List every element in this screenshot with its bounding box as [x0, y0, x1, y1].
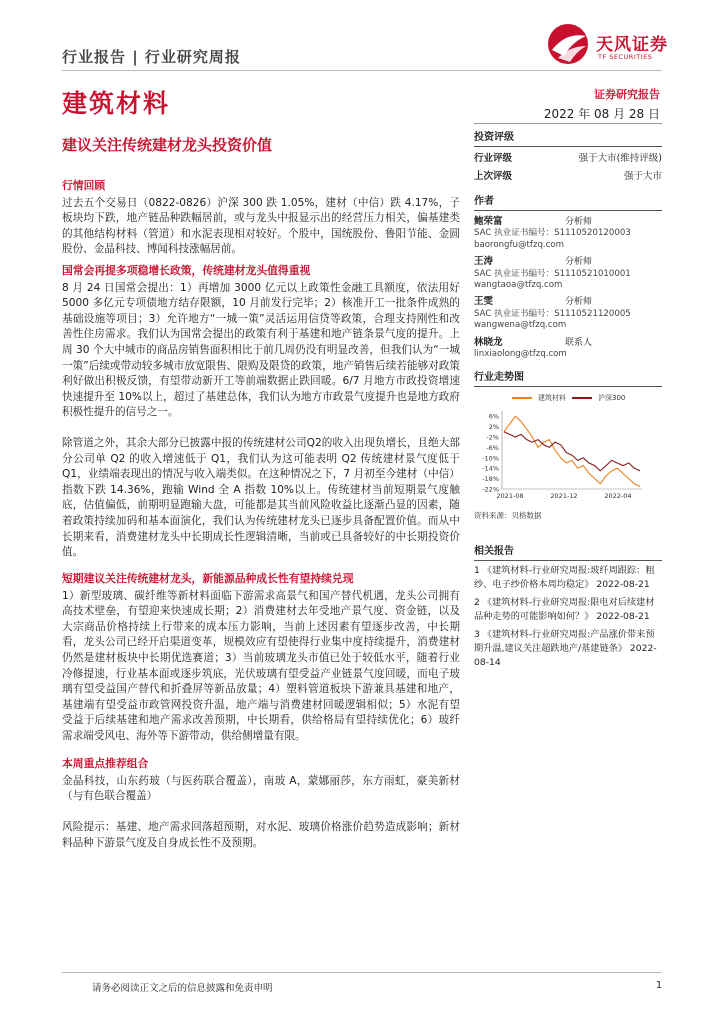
related-report[interactable]: 1 《建筑材料-行业研究周报:玻纤周跟踪：粗纱、电子纱价格本周均稳定》 2022-08-21	[474, 565, 655, 591]
related-report[interactable]: 2 《建筑材料-行业研究周报:限电对后续建材品种走势的可能影响如何？》 2022-08-21	[474, 596, 655, 623]
author-entry	[474, 296, 662, 331]
author-name: 鲍荣富	[474, 216, 503, 227]
author-email[interactable]: wangtaoa@tfzq.com	[474, 280, 563, 291]
author-entry	[474, 256, 662, 291]
rating-key: 上次评级	[474, 171, 513, 182]
related-report[interactable]: 3 《建筑材料-行业研究周报:产品涨价带来预期升温,建议关注超跌地产/基建链条》 2022-08-14	[474, 628, 657, 669]
date-divider	[474, 123, 662, 124]
company-logo	[542, 20, 668, 72]
page-number: 1	[655, 980, 662, 991]
legend-swatch	[512, 397, 532, 399]
section-text: 1）新型玻璃、碳纤维等新材料面临下游需求高景气和国产替代机遇，龙头公司拥有高技术壁垒，有望迎来快速成长期；2）消费建材去年受地产景气度、资金链，以及大宗商品价格持续上行带来的成本压力影响，当前上述因素有望逐步改善，中长期看，龙头公司已经开启渠道变革，规模效应有望使得行业集中度持续提升，消费建材仍然是建材板块中长期优选赛道；3）当前玻璃龙头市值已处于较低水平，随着行业冷修提速，行业基本面或逐步筑底，光伏玻璃有望受益产业链景气度回暖，而电子玻璃有望受益国产替代和折叠屏等新品放量；4）塑料管道板块下游兼具基建和地产，基建端有望受益市政管网投资升温，地产端与消费建材回暖逻辑相似；5）水泥有望受益于后续基建和地产需求改善预期，中长期看，供给格局有望持续优化；6）玻纤需求端受风电、海外等下游带动，供给侧增量有限。	[62, 589, 460, 742]
y-tick-label: -18%	[482, 475, 499, 484]
trend-box	[474, 366, 662, 521]
author-name: 林晓龙	[474, 336, 503, 348]
authors-heading: 作者	[474, 190, 662, 211]
rating-box	[474, 126, 662, 183]
x-tick-label: 2021-08	[496, 492, 524, 500]
author-cert: SAC 执业证书编号：S1110520120003	[474, 228, 631, 239]
author-cert: SAC 执业证书编号：S1110521120005	[474, 308, 631, 319]
logo-emblem-icon	[542, 20, 592, 70]
author-name: 王雯	[474, 296, 494, 308]
chart-legend	[512, 393, 662, 403]
author-email[interactable]: wangwena@tfzq.com	[474, 320, 567, 331]
rating-row	[474, 165, 662, 183]
section-heading: 本周重点推荐组合	[62, 757, 149, 770]
y-tick-label: -22%	[482, 485, 499, 494]
report-label: 证券研究报告	[594, 88, 660, 101]
rating-heading: 投资评级	[474, 126, 662, 147]
y-tick-label: -10%	[482, 454, 499, 463]
footer-divider	[62, 972, 662, 973]
y-tick-label: -6%	[486, 443, 499, 452]
y-tick-label: 6%	[488, 412, 499, 421]
rating-value: 强于大市	[623, 171, 662, 182]
trend-heading: 行业走势图	[474, 366, 662, 387]
legend-label: 建筑材料	[538, 394, 566, 402]
author-email[interactable]: linxiaolong@tfzq.com	[474, 349, 567, 360]
y-tick-label: -2%	[486, 433, 499, 442]
section-short-term	[62, 571, 460, 745]
section-text: 8 月 24 日国常会提出：1）再增加 3000 亿元以上政策性金融工具额度，依法用好 5000 多亿元专项债地方结存限额，10 月前发行完毕；2）核准开工一批条件成熟的基础设施等项目；3）允许地方“一城一策”灵活运用信贷等政策，合理支持刚性和改善性住房需求。我们认为国常会提出的政策有利于基建和地产链条景气度的提升。上周 30 个大中城市的商品房销售面积相比于前几周仍没有明显改善，但我们认为“一城一策”后续或带动较多城市放宽限售、限购及限贷的政策，地产销售后续若能够对政策利好做出积极反馈，有望带动新开工等前端数据止跌回暖。6/7 月地方市政投资增速快速提升至 10%以上，超过了基建总体，我们认为地方市政景气度提升也是地方政府积极性提升的信号之一。	[62, 281, 460, 419]
x-tick-label: 2021-12	[550, 492, 578, 500]
related-heading: 相关报告	[474, 540, 662, 561]
section-heading: 国常会再提多项稳增长政策，传统建材龙头值得重视	[62, 264, 311, 277]
related-box	[474, 540, 662, 671]
author-email[interactable]: baorongfu@tfzq.com	[474, 239, 564, 250]
section-market-review	[62, 178, 460, 258]
author-role: 分析师	[565, 297, 593, 308]
series-line-建筑材料	[504, 416, 640, 486]
section-portfolio	[62, 756, 460, 805]
company-name-en: TF SECURITIES	[598, 53, 653, 61]
author-entry	[474, 337, 662, 361]
section-text: 过去五个交易日（0822-0826）沪深 300 跌 1.05%，建材（中信）跌 4.17%，子板块均下跌，地产链品种跌幅居前，或与龙头中报显示出的经营压力相关，偏基建类的其他结构材料（管道）和水泥表现相对较好。个股中，国统股份、鲁阳节能、金圆股份、金晶科技、博闻科技涨幅居前。	[62, 196, 460, 256]
chart-source: 资料来源：贝格数据	[474, 511, 542, 520]
y-tick-label: -14%	[482, 464, 499, 473]
sector-title: 建筑材料	[62, 89, 171, 118]
legend-label: 沪深300	[598, 394, 626, 402]
section-heading: 短期建议关注传统建材龙头，新能源品种成长性有望持续兑现	[62, 572, 354, 585]
rating-key: 行业评级	[474, 153, 513, 164]
author-name: 王涛	[474, 256, 494, 268]
legend-swatch	[572, 397, 592, 399]
author-role: 分析师	[565, 217, 593, 227]
section-text: 除管道之外，其余大部分已披露中报的传统建材公司Q2的收入出现负增长，且绝大部分公司单 Q2 的收入增速低于 Q1，我们认为这可能表明 Q2 传统建材景气度低于 Q1，业绩端表现出的情况与收入端类似。在这种情况之下，7 月初至今建材（中信）指数下跌 14.36%，跑输 Wind 全 A 指数 10%以上。传统建材当前短期景气度触底，估值偏低，前期明显跑输大盘，可能都是其当前风险收益比逐渐凸显的因素，随着政策持续加码和基本面演化，我们认为传统建材龙头已逐步具备配置价值。而从中长期来看，消费建材龙头中长期成长性逻辑清晰，当前或已具备较好的中长期投资价值。	[62, 437, 460, 559]
section-risk	[62, 820, 460, 851]
x-tick-label: 2022-04	[604, 492, 632, 500]
company-name: 天风证券	[596, 35, 668, 55]
report-type: 行业报告 | 行业研究周报	[62, 48, 241, 66]
series-line-沪深300	[504, 432, 640, 471]
header-divider	[62, 70, 662, 71]
author-cert: SAC 执业证书编号：S1110521010001	[474, 268, 631, 279]
author-role: 分析师	[565, 257, 593, 268]
section-text: 金晶科技，山东药玻（与医药联合覆盖），南玻 A，蒙娜丽莎，东方雨虹，豪美新材（与有色联合覆盖）	[62, 774, 460, 803]
authors-box	[474, 190, 662, 360]
footer-disclaimer: 请务必阅读正文之后的信息披露和免责申明	[92, 983, 273, 994]
rating-value: 强于大市(维持评级)	[578, 153, 662, 164]
section-heading: 行情回顾	[62, 179, 106, 192]
section-earnings	[62, 436, 460, 561]
risk-text: 风险提示：基建、地产需求回落超预期，对水泥、玻璃价格涨价趋势造成影响；新材料品种下游景气度及自身成长性不及预期。	[62, 821, 460, 849]
rating-row	[474, 147, 662, 165]
y-tick-label: 2%	[488, 423, 499, 432]
author-role: 联系人	[565, 337, 593, 348]
report-headline: 建议关注传统建材龙头投资价值	[62, 136, 273, 154]
author-entry	[474, 216, 662, 251]
section-policy	[62, 263, 460, 421]
report-date: 2022 年 08 月 28 日	[543, 107, 660, 121]
trend-chart	[474, 405, 662, 505]
